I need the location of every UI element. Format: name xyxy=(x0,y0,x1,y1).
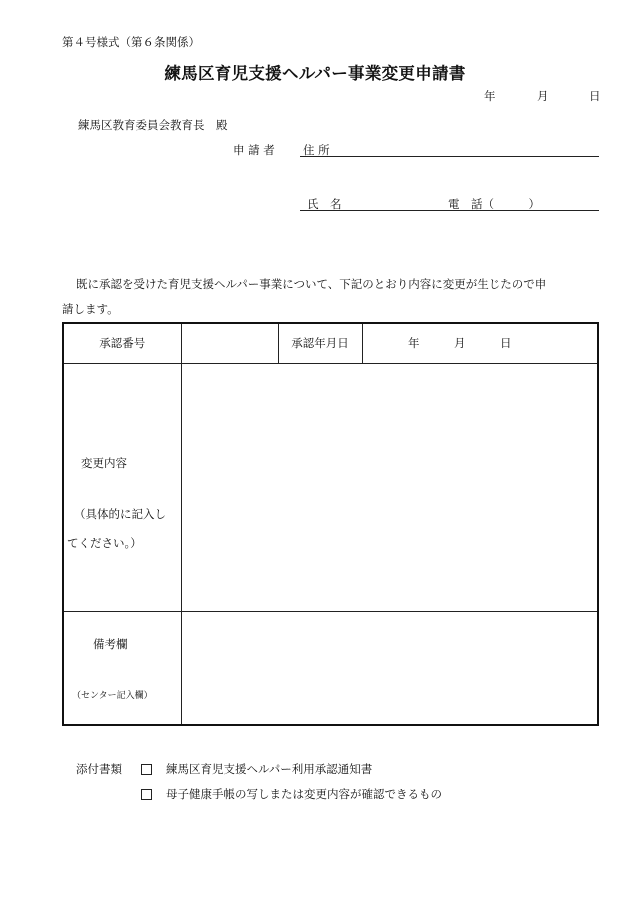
attachments-label: 添付書類 xyxy=(76,762,122,776)
name-label: 氏 名 xyxy=(307,197,342,211)
document-title: 練馬区育児支援ヘルパー事業変更申請書 xyxy=(164,64,466,83)
change-details-note-2: てください。） xyxy=(67,535,142,550)
remarks-field[interactable] xyxy=(181,611,598,725)
change-details-label: 変更内容 xyxy=(81,455,127,470)
attachment-checkbox-1[interactable] xyxy=(141,764,152,775)
phone-label: 電 話（ ） xyxy=(448,197,540,211)
attachment-checkbox-2[interactable] xyxy=(141,789,152,800)
approval-number-cell[interactable] xyxy=(181,323,278,363)
statement-line-2: 請します。 xyxy=(62,302,119,316)
change-request-table xyxy=(62,322,599,726)
approval-number-label: 承認番号 xyxy=(63,323,181,363)
remarks-note: （センター記入欄） xyxy=(72,690,153,701)
approval-date-label: 承認年月日 xyxy=(278,323,362,363)
remarks-label-cell xyxy=(63,611,181,725)
attachment-item-1: 練馬区育児支援ヘルパー利用承認通知書 xyxy=(166,762,373,776)
form-number: 第４号様式（第６条関係） xyxy=(62,35,200,49)
remarks-label: 備考欄 xyxy=(93,636,128,651)
change-details-note-1: （具体的に記入し xyxy=(74,506,166,521)
addressee: 練馬区教育委員会教育長 殿 xyxy=(78,118,228,132)
address-label: 住 所 xyxy=(303,143,330,157)
statement-line-1: 既に承認を受けた育児支援ヘルパー事業について、下記のとおり内容に変更が生じたので申 xyxy=(76,277,547,291)
name-phone-field-line[interactable] xyxy=(300,210,599,211)
date-month: 月 xyxy=(537,89,549,103)
change-details-field[interactable] xyxy=(181,363,598,611)
approval-date-cell[interactable]: 年 月 日 xyxy=(362,323,598,363)
applicant-label: 申 請 者 xyxy=(233,143,275,157)
date-day: 日 xyxy=(589,89,601,103)
date-year: 年 xyxy=(484,89,496,103)
address-field-line[interactable] xyxy=(300,156,599,157)
attachment-item-2: 母子健康手帳の写しまたは変更内容が確認できるもの xyxy=(166,787,442,801)
change-details-label-cell xyxy=(63,363,181,611)
